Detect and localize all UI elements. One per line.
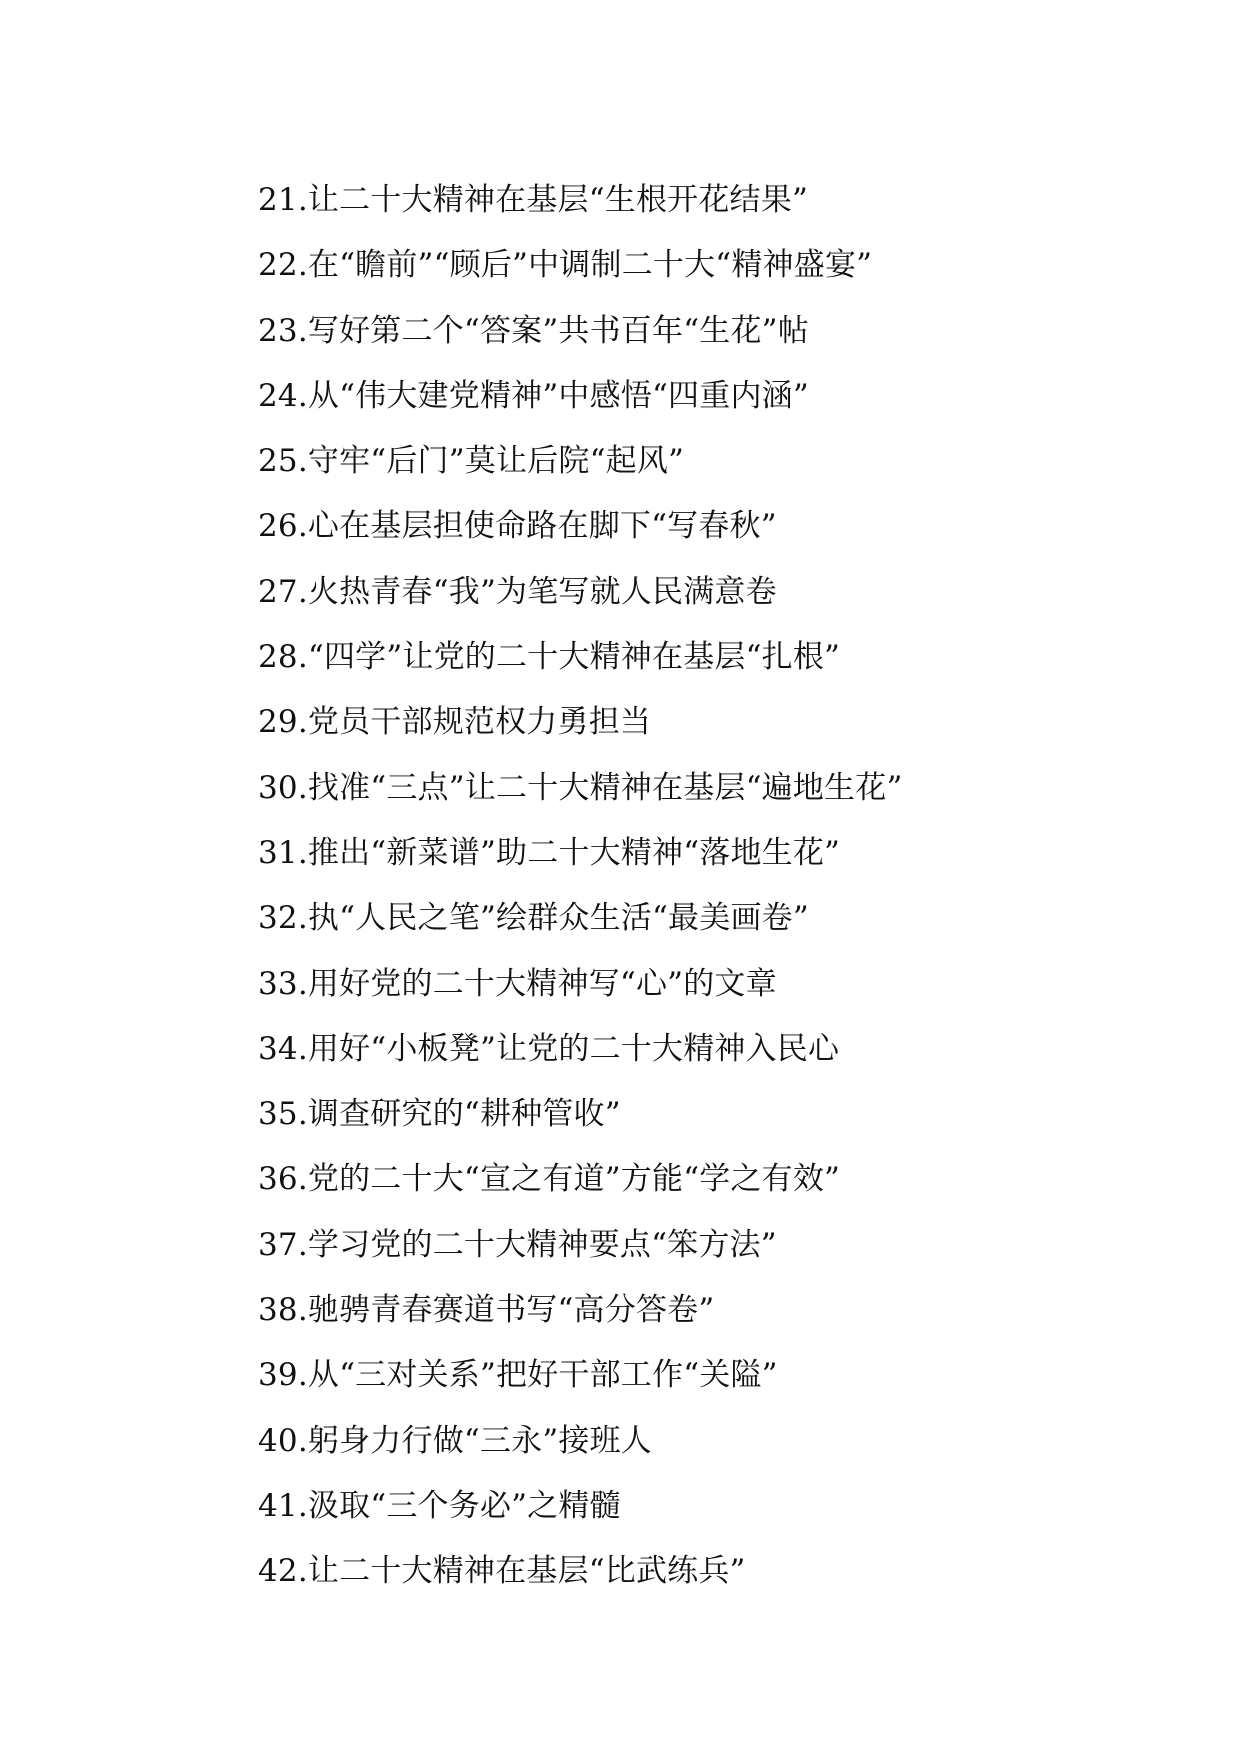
list-item: 38.驰骋青春赛道书写“高分答卷” [258,1292,715,1329]
list-item: 25.守牢“后门”莫让后院“起风” [258,443,685,480]
list-item: 26.心在基层担使命路在脚下“写春秋” [258,508,777,545]
list-item: 22.在“瞻前”“顾后”中调制二十大“精神盛宴” [258,247,873,284]
list-item: 21.让二十大精神在基层“生根开花结果” [258,182,808,218]
list-item: 28.“四学”让党的二十大精神在基层“扎根” [258,639,841,676]
list-item: 42.让二十大精神在基层“比武练兵” [258,1553,746,1590]
list-item: 39.从“三对关系”把好干部工作“关隘” [258,1357,778,1394]
list-item: 33.用好党的二十大精神写“心”的文章 [258,965,777,1002]
list-item: 27.火热青春“我”为笔写就人民满意卷 [258,573,777,610]
list-item: 32.执“人民之笔”绘群众生活“最美画卷” [258,900,809,937]
list-item: 37.学习党的二十大精神要点“笨方法” [258,1226,777,1263]
list-item: 35.调查研究的“耕种管收” [258,1096,621,1133]
list-item: 40.躬身力行做“三永”接班人 [258,1422,652,1459]
list-item: 29.党员干部规范权力勇担当 [258,704,652,741]
list-item: 31.推出“新菜谱”助二十大精神“落地生花” [258,834,841,871]
list-item: 34.用好“小板凳”让党的二十大精神入民心 [258,1030,840,1067]
list-item: 36.党的二十大“宣之有道”方能“学之有效” [258,1161,841,1198]
list-item: 41.汲取“三个务必”之精髓 [258,1487,621,1524]
list-item: 30.找准“三点”让二十大精神在基层“遍地生花” [258,769,903,806]
list-item: 24.从“伟大建党精神”中感悟“四重内涵” [258,377,809,414]
title-list [258,168,903,1605]
list-item: 23.写好第二个“答案”共书百年“生花”帖 [258,312,809,349]
